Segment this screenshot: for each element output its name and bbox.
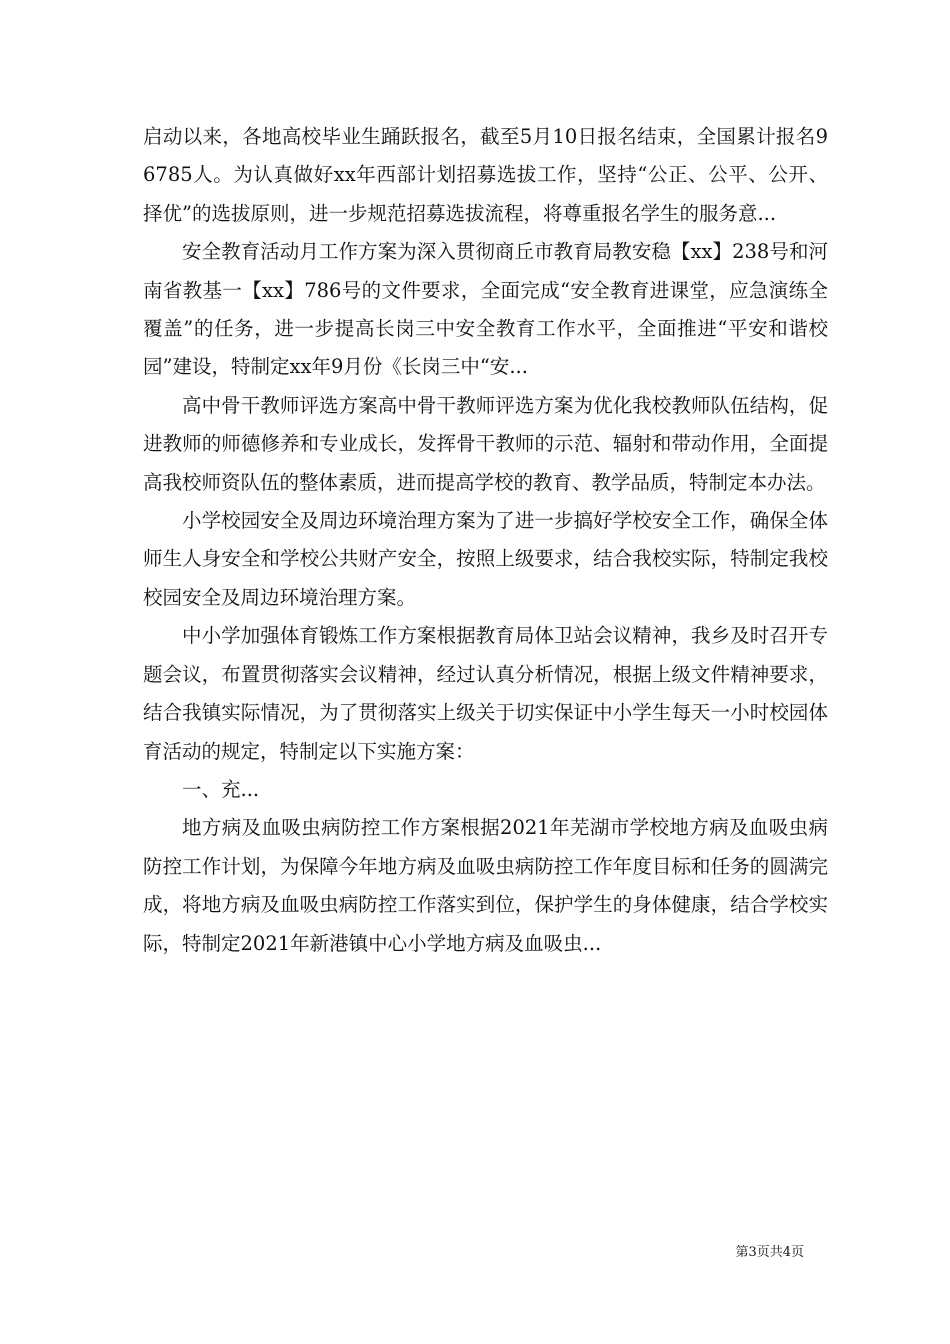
paragraph-key-teacher-selection: 高中骨干教师评选方案高中骨干教师评选方案为优化我校教师队伍结构，促进教师的师德修养和专业成长，发挥骨干教师的示范、辐射和带动作用，全面提高我校师资队伍的整体素质，进而提高学校的教育、教学品质，特制定本办法。 xyxy=(143,393,828,494)
paragraph-western-plan: 启动以来，各地高校毕业生踊跃报名，截至5月10日报名结束，全国累计报名96785人。为认真做好xx年西部计划招募选拔工作，坚持“公正、公平、公开、择优”的选拔原则，进一步规范招募选拔流程，将尊重报名学生的服务意... xyxy=(143,125,828,225)
body-text xyxy=(143,118,828,963)
paragraph-campus-safety: 小学校园安全及周边环境治理方案为了进一步搞好学校安全工作，确保全体师生人身安全和学校公共财产安全，按照上级要求，结合我校实际，特制定我校校园安全及周边环境治理方案。 xyxy=(143,509,828,609)
page-number: 第3页共4页 xyxy=(735,1245,804,1260)
paragraph-section-one: 一、充... xyxy=(182,777,260,801)
paragraph-endemic-disease-control: 地方病及血吸虫病防控工作方案根据2021年芜湖市学校地方病及血吸虫病防控工作计划，为保障今年地方病及血吸虫病防控工作年度目标和任务的圆满完成，将地方病及血吸虫病防控工作落实到位，保护学生的身体健康，结合学校实际，特制定2021年新港镇中心小学地方病及血吸虫... xyxy=(143,816,828,955)
paragraph-safety-education-month: 安全教育活动月工作方案为深入贯彻商丘市教育局教安稳【xx】238号和河南省教基一【xx】786号的文件要求，全面完成“安全教育进课堂，应急演练全覆盖”的任务，进一步提高长岗三中安全教育工作水平，全面推进“平安和谐校园”建设，特制定xx年9月份《长岗三中“安... xyxy=(143,240,828,379)
paragraph-physical-exercise: 中小学加强体育锻炼工作方案根据教育局体卫站会议精神，我乡及时召开专题会议，布置贯彻落实会议精神，经过认真分析情况，根据上级文件精神要求，结合我镇实际情况，为了贯彻落实上级关于切实保证中小学生每天一小时校园体育活动的规定，特制定以下实施方案： xyxy=(143,624,828,763)
